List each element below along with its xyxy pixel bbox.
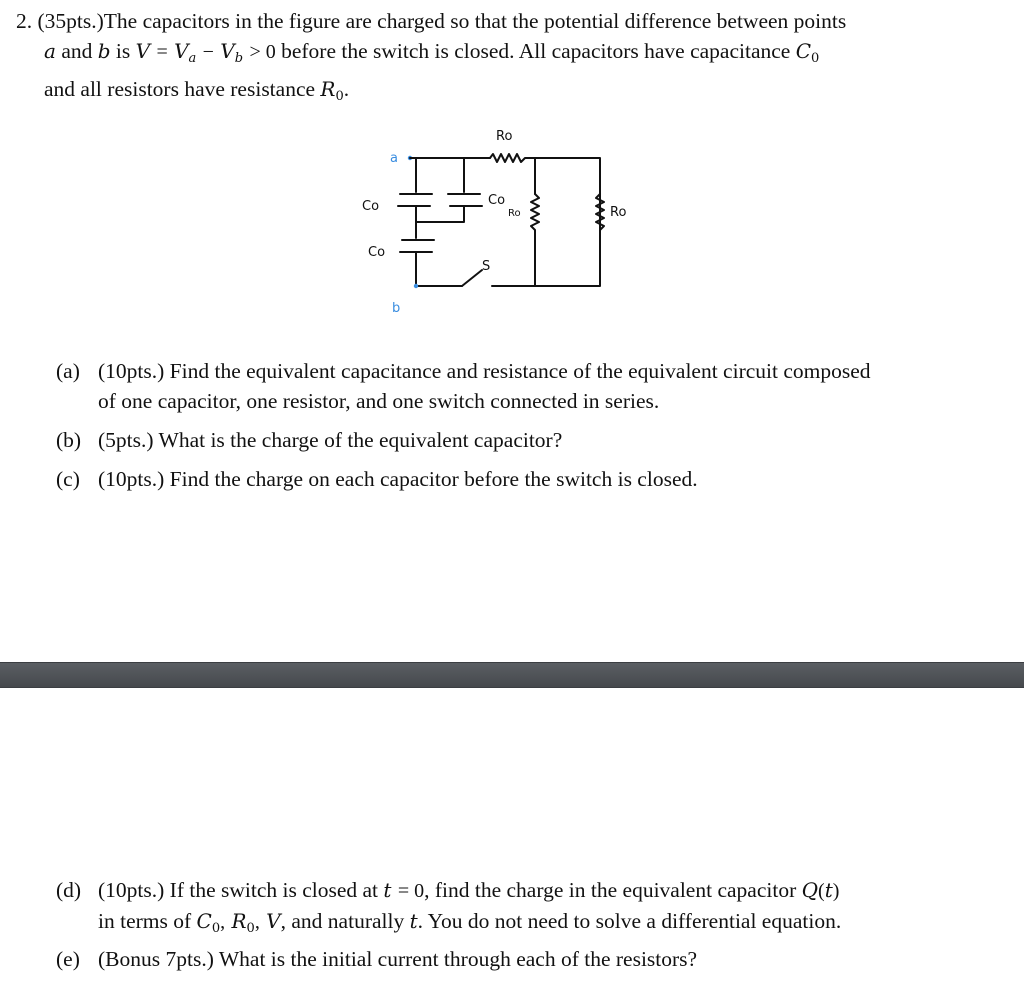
label-res-top: Ro (496, 129, 513, 144)
label-switch: S (482, 259, 491, 274)
label-cap-left-top: Co (362, 199, 380, 214)
eq-Q-of-t: Q(t) (801, 878, 840, 902)
var-C0: $C_0$ (795, 39, 820, 66)
problem-statement (16, 6, 1006, 112)
label-node-a: a (390, 151, 398, 166)
resistor-right (596, 194, 604, 230)
problem-number: 2. (16, 9, 33, 33)
part-c-label: (c) (56, 467, 80, 491)
problem-line-3: and all resistors have resistance $R_0$. (44, 77, 350, 104)
part-a (56, 356, 956, 416)
potential-equation: $V = V_a - V_b > 0$ (135, 39, 276, 66)
wire-top-right (500, 158, 600, 286)
problem-text-2: before the switch is closed. All capacitors have capacitance (281, 39, 791, 63)
eq-t-zero: t = 0 (383, 878, 425, 902)
part-c (56, 464, 956, 494)
var-t: t (409, 909, 418, 933)
label-cap-mid: Co (488, 193, 506, 208)
switch-blade (462, 270, 482, 286)
var-b: b (97, 39, 111, 63)
label-cap-left-bottom: Co (368, 245, 386, 260)
part-e-label: (e) (56, 947, 80, 971)
problem-points: (35pts.) (37, 9, 104, 33)
part-d (56, 875, 956, 944)
part-d-text-1a: (10pts.) If the switch is closed at (98, 878, 379, 902)
part-b-label: (b) (56, 428, 82, 452)
resistor-mid (531, 194, 539, 286)
part-d-text-2b: , and naturally (280, 909, 405, 933)
node-b-dot (414, 284, 418, 288)
text-is: is (115, 39, 131, 63)
wire-mid-cap-bottom (416, 206, 464, 222)
part-e (56, 944, 956, 974)
problem-line-1 (16, 6, 1006, 36)
part-b-text: (5pts.) What is the charge of the equivalent capacitor? (98, 428, 563, 452)
part-d-line-2 (56, 906, 956, 944)
part-a-label: (a) (56, 359, 80, 383)
problem-text-3: and all resistors have resistance (44, 77, 316, 101)
var-R0: $R_0$ (320, 77, 344, 104)
label-node-b: b (392, 301, 401, 316)
problem-text-1: The capacitors in the figure are charged so that the potential difference between points (103, 9, 847, 33)
vars-C0-R0-V: $C_0$, $R_0$, V (196, 909, 281, 936)
resistor-top (490, 154, 535, 162)
part-d-text-2c: . You do not need to solve a differential equation. (417, 909, 842, 933)
problem-line-2 (16, 36, 1006, 74)
circuit-diagram (350, 118, 650, 318)
part-a-text-1: (10pts.) Find the equivalent capacitance and resistance of the equivalent circuit composed (98, 359, 871, 383)
text-and: and (61, 39, 93, 63)
part-e-text: (Bonus 7pts.) What is the initial current through each of the resistors? (98, 947, 698, 971)
part-c-text: (10pts.) Find the charge on each capacitor before the switch is closed. (98, 467, 698, 491)
part-d-label: (d) (56, 878, 82, 902)
label-res-right: Ro (610, 205, 627, 220)
label-res-mid: Ro (508, 208, 521, 219)
part-d-text-2a: in terms of (98, 909, 192, 933)
var-a: a (44, 39, 56, 63)
part-a-text-2: of one capacitor, one resistor, and one switch connected in series. (98, 389, 660, 413)
part-d-text-1b: , find the charge in the equivalent capacitor (424, 878, 797, 902)
part-b (56, 425, 956, 455)
page-divider (0, 662, 1024, 688)
